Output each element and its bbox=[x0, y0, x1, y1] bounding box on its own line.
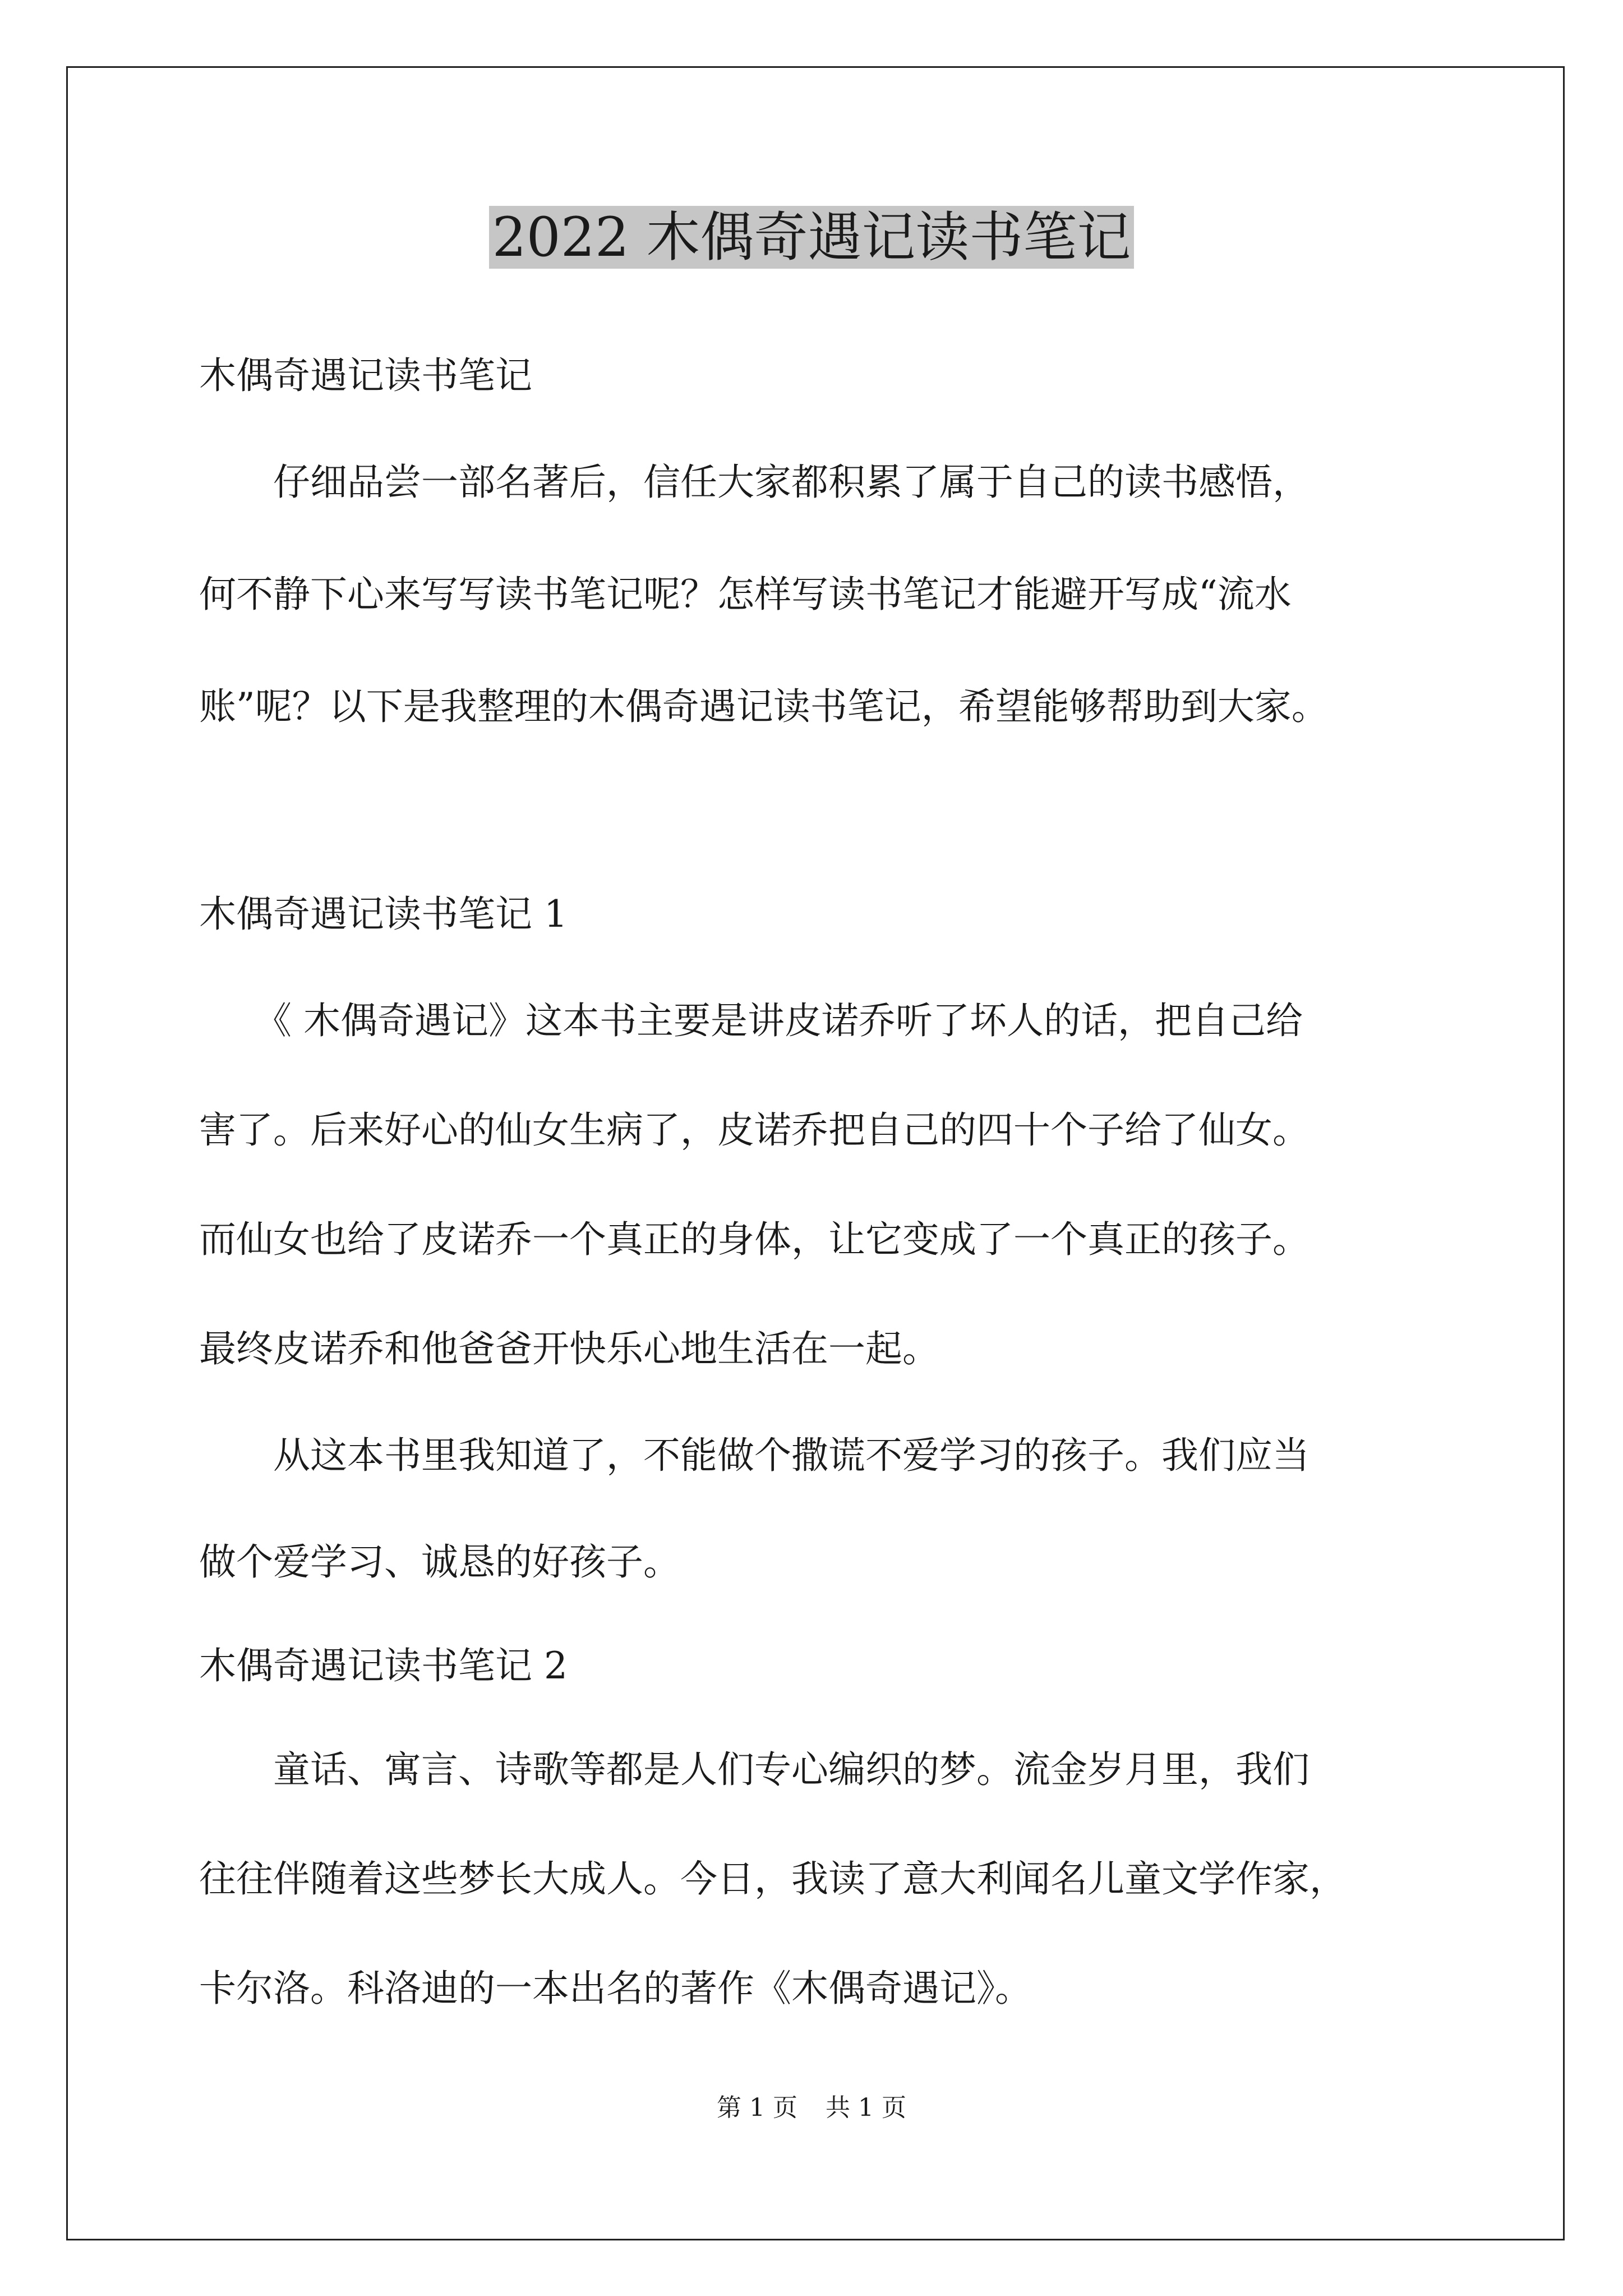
section-1-line: 害了。后来好心的仙女生病了，皮诺乔把自己的四十个子给了仙女。 bbox=[199, 1108, 1310, 1152]
section-1-line: 《 木偶奇遇记》这本书主要是讲皮诺乔听了坏人的话，把自己给 bbox=[199, 999, 1303, 1042]
intro-line: 何不静下心来写写读书笔记呢？怎样写读书笔记才能避开写成“流水 bbox=[199, 573, 1292, 616]
section-2-line: 卡尔洛。科洛迪的一本出名的著作《木偶奇遇记》。 bbox=[199, 1967, 1032, 2010]
subtitle: 木偶奇遇记读书笔记 bbox=[199, 354, 532, 397]
page-number: 第 1 页 bbox=[717, 2093, 797, 2122]
section-1-line: 从这本书里我知道了，不能做个撒谎不爱学习的孩子。我们应当 bbox=[199, 1434, 1310, 1477]
section-2-line: 往往伴随着这些梦长大成人。今日，我读了意大利闻名儿童文学作家， bbox=[199, 1857, 1347, 1901]
intro-line: 账”呢？以下是我整理的木偶奇遇记读书笔记，希望能够帮助到大家。 bbox=[199, 685, 1329, 728]
section-1-line: 最终皮诺乔和他爸爸开快乐心地生活在一起。 bbox=[199, 1327, 939, 1370]
document-title-text: 2022 木偶奇遇记读书笔记 bbox=[489, 206, 1135, 269]
section-1-line: 做个爱学习、诚恳的好孩子。 bbox=[199, 1540, 680, 1584]
document-title bbox=[0, 195, 1623, 279]
section-2-heading: 木偶奇遇记读书笔记 2 bbox=[199, 1644, 568, 1687]
section-2-line: 童话、寓言、诗歌等都是人们专心编织的梦。流金岁月里，我们 bbox=[199, 1748, 1310, 1791]
page-total: 共 1 页 bbox=[826, 2093, 906, 2122]
page-footer bbox=[0, 2091, 1623, 2125]
intro-line: 仔细品尝一部名著后，信任大家都积累了属于自己的读书感悟， bbox=[199, 461, 1310, 504]
section-1-line: 而仙女也给了皮诺乔一个真正的身体，让它变成了一个真正的孩子。 bbox=[199, 1218, 1310, 1261]
section-1-heading: 木偶奇遇记读书笔记 1 bbox=[199, 892, 568, 936]
